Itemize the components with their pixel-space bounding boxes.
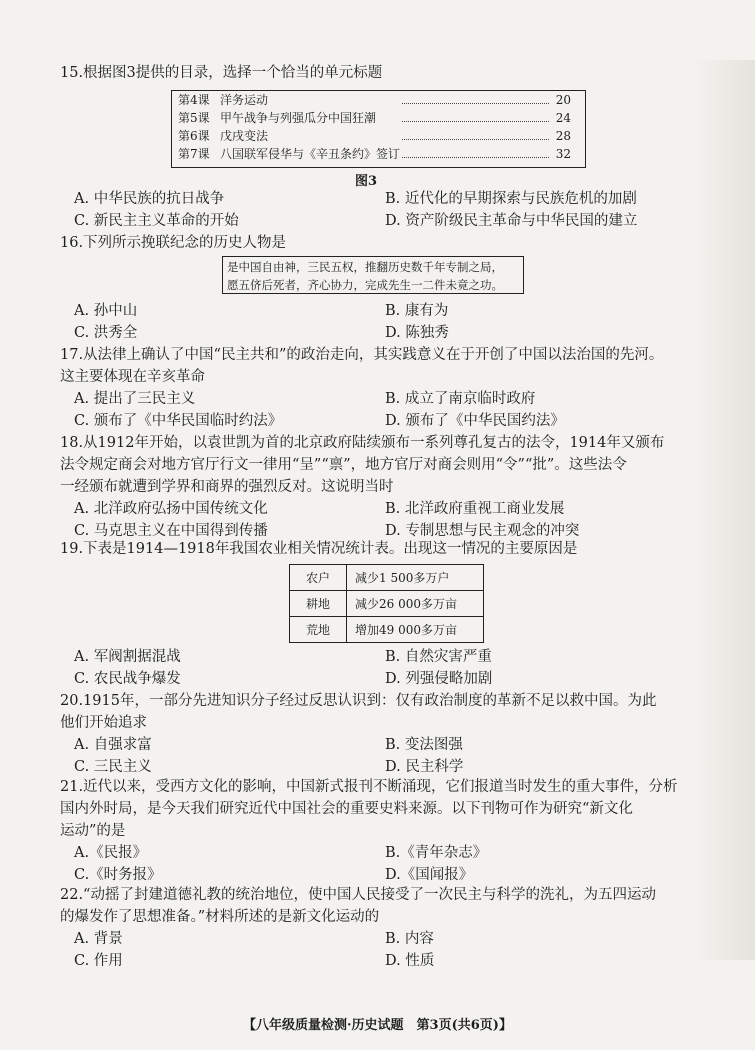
table-of-contents: [171, 90, 586, 168]
table-row: 农户 减少1 500多万户: [290, 565, 484, 591]
option-b[interactable]: B. 近代化的早期探索与民族危机的加剧: [385, 191, 637, 207]
elegiac-couplet: 是中国自由神，三民五权，推翻历史数千年专制之局， 愿五侪后死者，齐心协力，完成先生一二件未竟之功。: [222, 256, 524, 294]
option-c[interactable]: C. 三民主义: [74, 759, 152, 775]
question-stem: 这主要体现在辛亥革命: [60, 369, 205, 385]
question-stem: 一经颁布就遭到学界和商界的强烈反对。这说明当时: [60, 479, 394, 495]
question-stem: 国内外时局，是今天我们研究近代中国社会的重要史料来源。以下刊物可作为研究“新文化: [60, 801, 633, 817]
figure-caption: 图3: [355, 174, 378, 189]
scan-shadow: [695, 60, 755, 960]
option-c[interactable]: C. 颁布了《中华民国临时约法》: [74, 413, 283, 429]
option-b[interactable]: B. 内容: [385, 931, 434, 947]
question-21: [60, 776, 700, 886]
option-b[interactable]: B. 成立了南京临时政府: [385, 391, 536, 407]
toc-row: 第7课 八国联军侵华与《辛丑条约》签订 32: [178, 147, 571, 161]
question-stem: 他们开始追求: [60, 715, 147, 731]
table-row: 荒地 增加49 000多万亩: [290, 617, 484, 643]
option-b[interactable]: B. 康有为: [385, 303, 449, 319]
option-d[interactable]: D. 专制思想与民主观念的冲突: [385, 523, 580, 539]
question-stem: 15.根据图3提供的目录，选择一个恰当的单元标题: [60, 65, 383, 81]
toc-row: 第4课 洋务运动 20: [178, 93, 571, 107]
option-c[interactable]: C. 作用: [74, 953, 123, 969]
question-stem: 法令规定商会对地方官厅行文一律用“呈”“禀”，地方官厅对商会则用“令”“批”。这些法令: [60, 457, 627, 473]
question-stem: 20.1915年，一部分先进知识分子经过反思认识到：仅有政治制度的革新不足以救中国。为此: [60, 693, 657, 709]
option-a[interactable]: A. 孙中山: [74, 303, 138, 319]
option-b[interactable]: B. 自然灾害严重: [385, 649, 492, 665]
table-row: 耕地 减少26 000多万亩: [290, 591, 484, 617]
question-15: [60, 62, 700, 84]
option-b[interactable]: B. 变法图强: [385, 737, 463, 753]
question-stem: 的爆发作了思想准备。”材料所述的是新文化运动的: [60, 909, 380, 925]
option-d[interactable]: D. 颁布了《中华民国约法》: [385, 413, 565, 429]
option-d[interactable]: D.《国闻报》: [385, 867, 474, 883]
option-d[interactable]: D. 列强侵略加剧: [385, 671, 493, 687]
question-20: [60, 690, 700, 778]
agriculture-stats-table: [289, 564, 484, 643]
question-stem: 19.下表是1914—1918年我国农业相关情况统计表。出现这一情况的主要原因是: [60, 541, 578, 557]
option-c[interactable]: C. 农民战争爆发: [74, 671, 181, 687]
question-18: [60, 432, 700, 542]
option-a[interactable]: A. 自强求富: [74, 737, 152, 753]
option-a[interactable]: A. 中华民族的抗日战争: [74, 191, 225, 207]
option-a[interactable]: A. 背景: [74, 931, 123, 947]
option-a[interactable]: A. 提出了三民主义: [74, 391, 196, 407]
option-d[interactable]: D. 陈独秀: [385, 325, 449, 341]
option-d[interactable]: D. 民主科学: [385, 759, 464, 775]
question-22: [60, 884, 700, 972]
option-a[interactable]: A. 北洋政府弘扬中国传统文化: [74, 501, 268, 517]
option-b[interactable]: B.《青年杂志》: [385, 845, 488, 861]
question-stem: 运动”的是: [60, 823, 126, 839]
question-stem: 17.从法律上确认了中国“民主共和”的政治走向，其实践意义在于开创了中国以法治国的先河。: [60, 347, 664, 363]
option-a[interactable]: A. 军阀割据混战: [74, 649, 181, 665]
question-16: [60, 232, 700, 254]
option-b[interactable]: B. 北洋政府重视工商业发展: [385, 501, 565, 517]
question-17: [60, 344, 700, 432]
option-c[interactable]: C. 马克思主义在中国得到传播: [74, 523, 268, 539]
option-a[interactable]: A.《民报》: [74, 845, 148, 861]
question-19-options: [60, 646, 700, 690]
question-stem: 18.从1912年开始，以袁世凯为首的北京政府陆续颁布一系列尊孔复古的法令，1914年又颁布: [60, 435, 665, 451]
option-d[interactable]: D. 资产阶级民主革命与中华民国的建立: [385, 213, 638, 229]
option-c[interactable]: C.《时务报》: [74, 867, 162, 883]
question-stem: 22.“动摇了封建道德礼教的统治地位，使中国人民接受了一次民主与科学的洗礼，为五四运动: [60, 887, 656, 903]
toc-row: 第5课 甲午战争与列强瓜分中国狂潮 24: [178, 111, 571, 125]
option-c[interactable]: C. 洪秀全: [74, 325, 138, 341]
question-16-options: [60, 300, 700, 344]
question-19: [60, 538, 700, 560]
question-stem: 21.近代以来，受西方文化的影响，中国新式报刊不断涌现，它们报道当时发生的重大事件，分析: [60, 779, 678, 795]
option-c[interactable]: C. 新民主主义革命的开始: [74, 213, 239, 229]
option-d[interactable]: D. 性质: [385, 953, 435, 969]
page-footer: 【八年级质量检测·历史试题 第3页(共6页)】: [243, 1018, 512, 1033]
question-stem: 16.下列所示挽联纪念的历史人物是: [60, 235, 287, 251]
question-15-options: [60, 188, 700, 232]
toc-row: 第6课 戊戌变法 28: [178, 129, 571, 143]
